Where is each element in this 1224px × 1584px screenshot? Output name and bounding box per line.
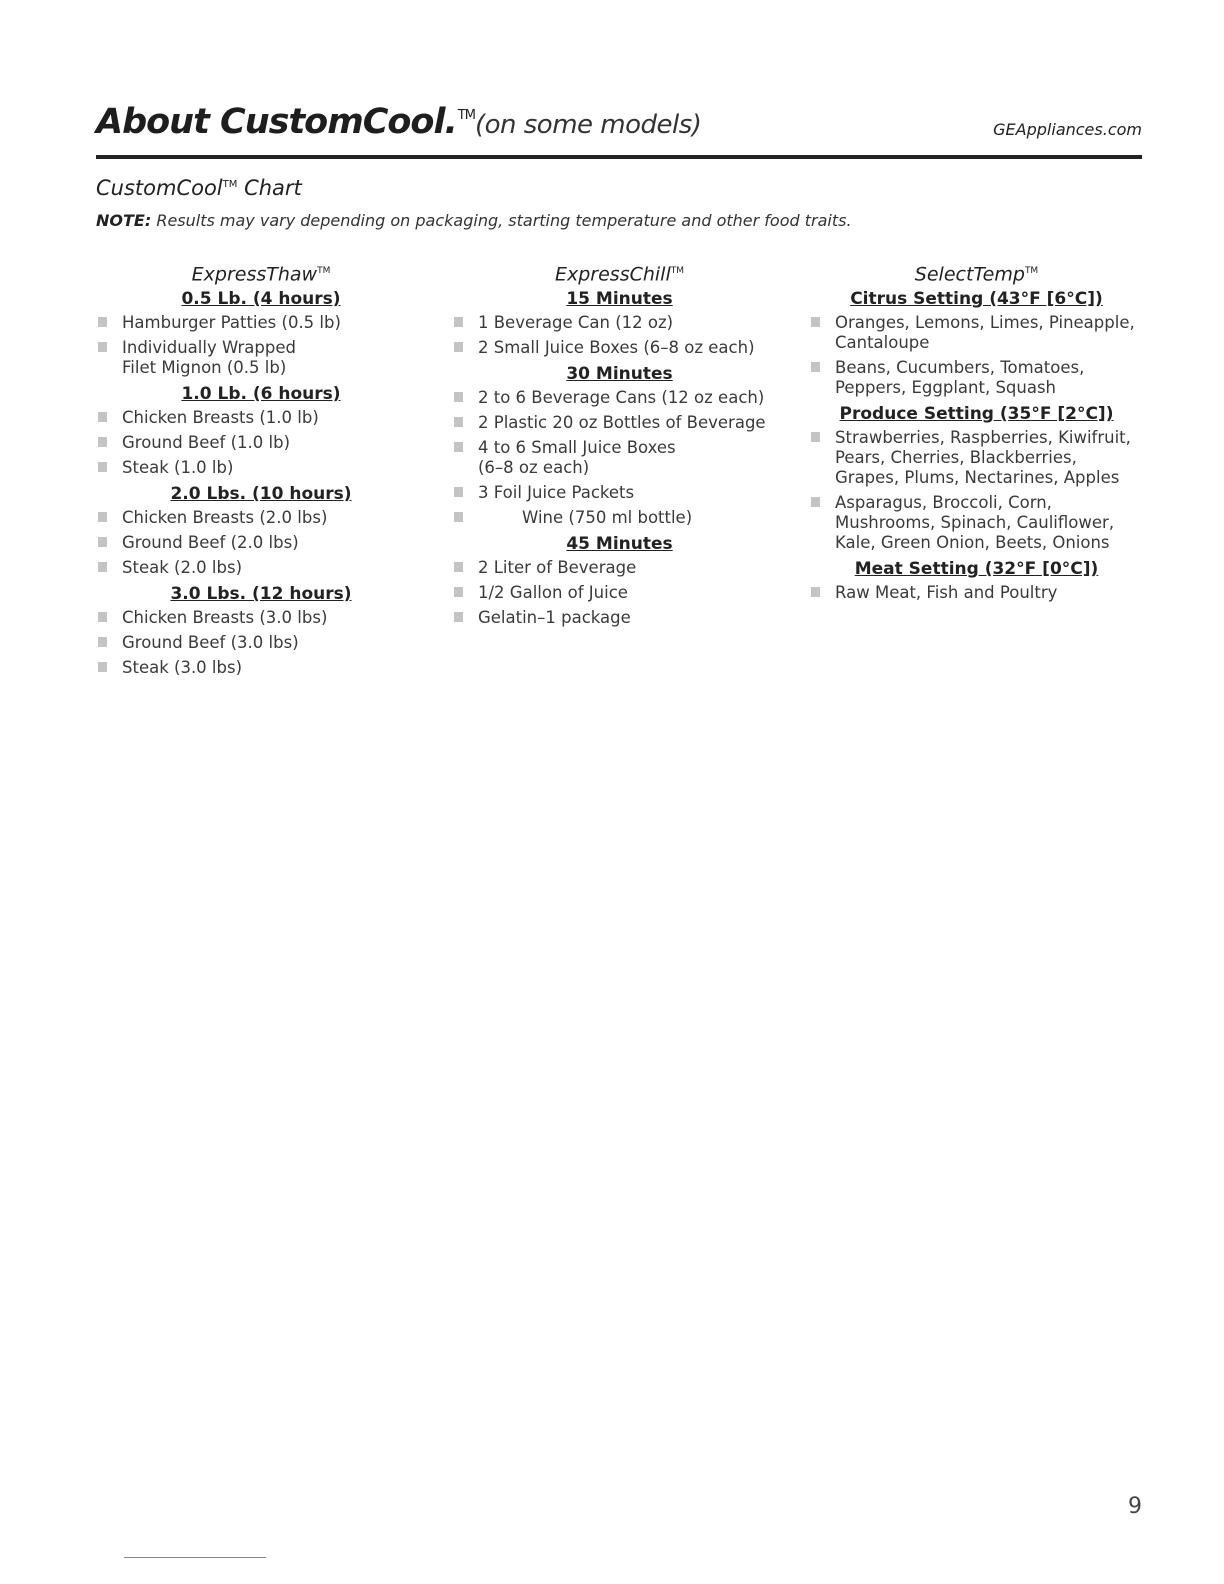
- chart-title-suffix: Chart: [237, 176, 302, 200]
- list-item-text: Chicken Breasts (3.0 lbs): [122, 608, 328, 627]
- group-heading: 15 Minutes: [566, 289, 673, 309]
- website-label: GEAppliances.com: [993, 120, 1142, 139]
- column-title-text: ExpressChill: [554, 263, 671, 286]
- list-item: [96, 533, 426, 553]
- column-selecttemp: [809, 258, 1144, 608]
- list-item-text: 2 Plastic 20 oz Bottles of Beverage: [478, 413, 766, 432]
- list-item-text: Ground Beef (3.0 lbs): [122, 633, 299, 652]
- bullet-icon: [98, 317, 107, 327]
- item-list: [809, 428, 1144, 553]
- list-item: [809, 358, 1100, 398]
- page-header: [96, 100, 1142, 158]
- list-item-text: 2 to 6 Beverage Cans (12 oz each): [478, 388, 765, 407]
- list-item: [452, 508, 787, 528]
- group-heading: Produce Setting (35°F [2°C]): [839, 404, 1114, 424]
- list-item: [809, 428, 1144, 488]
- list-item-text: Steak (1.0 lb): [122, 458, 234, 477]
- group-heading: Citrus Setting (43°F [6°C]): [850, 289, 1103, 309]
- list-item-text: 2 Small Juice Boxes (6–8 oz each): [478, 338, 755, 357]
- bullet-icon: [98, 612, 107, 622]
- bullet-icon: [98, 662, 107, 672]
- list-item-text: Gelatin–1 package: [478, 608, 631, 627]
- list-item: [452, 583, 787, 603]
- list-item-text: 4 to 6 Small Juice Boxes (6–8 oz each): [478, 438, 676, 477]
- bullet-icon: [98, 342, 107, 352]
- list-item-text: Wine (750 ml bottle): [522, 508, 693, 527]
- item-list: [96, 313, 426, 378]
- bullet-icon: [454, 562, 463, 572]
- trademark-mark: TM: [457, 108, 475, 123]
- list-item: [452, 438, 678, 478]
- group-heading: 2.0 Lbs. (10 hours): [170, 484, 352, 504]
- list-item: [96, 433, 426, 453]
- list-item: [452, 313, 787, 333]
- list-item-text: Ground Beef (1.0 lb): [122, 433, 291, 452]
- column-expressthaw: [96, 258, 426, 683]
- bullet-icon: [98, 512, 107, 522]
- list-item-text: Beans, Cucumbers, Tomatoes, Peppers, Eggplant, Squash: [835, 358, 1085, 397]
- item-list: [96, 408, 426, 478]
- column-title: [452, 258, 787, 284]
- group-heading: 1.0 Lb. (6 hours): [181, 384, 341, 404]
- list-item: [96, 508, 426, 528]
- list-item-text: Chicken Breasts (2.0 lbs): [122, 508, 328, 527]
- item-list: [452, 313, 787, 358]
- bullet-icon: [454, 392, 463, 402]
- bullet-icon: [454, 512, 463, 522]
- list-item: [452, 483, 787, 503]
- page-title-text: About CustomCool.: [96, 102, 457, 142]
- chart-title-text: CustomCool: [96, 176, 223, 200]
- item-list: [96, 508, 426, 578]
- list-item-text: Raw Meat, Fish and Poultry: [835, 583, 1058, 602]
- bullet-icon: [98, 462, 107, 472]
- item-list: [452, 388, 787, 528]
- header-rule: [96, 155, 1142, 159]
- chart-title-trademark: TM: [222, 179, 238, 190]
- group-heading: 0.5 Lb. (4 hours): [181, 289, 341, 309]
- item-list: [809, 313, 1144, 398]
- list-item-text: Asparagus, Broccoli, Corn, Mushrooms, Spinach, Cauliflower, Kale, Green Onion, Beets, Onions: [835, 493, 1115, 552]
- note: [96, 211, 852, 230]
- bullet-icon: [454, 612, 463, 622]
- list-item: [809, 583, 1144, 603]
- item-list: [452, 558, 787, 628]
- list-item: [96, 458, 426, 478]
- list-item: [96, 658, 426, 678]
- list-item: [809, 313, 1144, 353]
- list-item-text: 1/2 Gallon of Juice: [478, 583, 628, 602]
- list-item-text: Strawberries, Raspberries, Kiwifruit, Pears, Cherries, Blackberries, Grapes, Plums, Nectarines, Apples: [835, 428, 1131, 487]
- bullet-icon: [98, 637, 107, 647]
- list-item: [96, 338, 302, 378]
- bullet-icon: [811, 497, 820, 507]
- bullet-icon: [98, 537, 107, 547]
- list-item: [809, 493, 1144, 553]
- group-heading: Meat Setting (32°F [0°C]): [854, 559, 1099, 579]
- bullet-icon: [454, 342, 463, 352]
- bullet-icon: [454, 417, 463, 427]
- list-item: [452, 608, 787, 628]
- note-label: NOTE:: [96, 211, 152, 230]
- bullet-icon: [811, 362, 820, 372]
- list-item-text: Ground Beef (2.0 lbs): [122, 533, 299, 552]
- list-item-text: Individually Wrapped Filet Mignon (0.5 lb): [122, 338, 296, 377]
- footer-rule: [124, 1557, 266, 1558]
- list-item-text: 1 Beverage Can (12 oz): [478, 313, 674, 332]
- bullet-icon: [811, 317, 820, 327]
- bullet-icon: [98, 562, 107, 572]
- page-number: 9: [1128, 1494, 1142, 1519]
- list-item: [96, 313, 426, 333]
- group-heading: 45 Minutes: [566, 534, 673, 554]
- list-item-text: Steak (2.0 lbs): [122, 558, 243, 577]
- group-heading: 3.0 Lbs. (12 hours): [170, 584, 352, 604]
- column-title-text: ExpressThaw: [191, 263, 318, 286]
- column-title-trademark: TM: [317, 266, 331, 276]
- list-item: [452, 338, 787, 358]
- bullet-icon: [454, 587, 463, 597]
- list-item: [96, 408, 426, 428]
- item-list: [96, 608, 426, 678]
- column-expresschill: [452, 258, 787, 633]
- column-title-trademark: TM: [670, 266, 685, 276]
- page-subtitle: (on some models): [474, 110, 702, 140]
- list-item: [96, 608, 426, 628]
- item-list: [809, 583, 1144, 603]
- list-item: [452, 413, 787, 433]
- list-item: [452, 558, 787, 578]
- bullet-icon: [811, 432, 820, 442]
- bullet-icon: [454, 442, 463, 452]
- column-title-trademark: TM: [1024, 266, 1039, 276]
- bullet-icon: [454, 487, 463, 497]
- bullet-icon: [811, 587, 820, 597]
- list-item-text: 2 Liter of Beverage: [478, 558, 637, 577]
- column-title-text: SelectTemp: [914, 263, 1025, 286]
- group-heading: 30 Minutes: [566, 364, 673, 384]
- bullet-icon: [98, 412, 107, 422]
- list-item-text: Oranges, Lemons, Limes, Pineapple, Cantaloupe: [835, 313, 1135, 352]
- list-item-text: Hamburger Patties (0.5 lb): [122, 313, 341, 332]
- list-item-text: Chicken Breasts (1.0 lb): [122, 408, 319, 427]
- bullet-icon: [98, 437, 107, 447]
- column-title: [96, 258, 426, 284]
- note-text: Results may vary depending on packaging, starting temperature and other food traits.: [151, 211, 852, 230]
- list-item: [96, 558, 426, 578]
- list-item: [452, 388, 787, 408]
- column-title: [809, 258, 1144, 284]
- list-item-text: 3 Foil Juice Packets: [478, 483, 635, 502]
- list-item: [96, 633, 426, 653]
- page-title: [96, 102, 701, 142]
- bullet-icon: [454, 317, 463, 327]
- chart-title: [96, 176, 302, 200]
- list-item-text: Steak (3.0 lbs): [122, 658, 243, 677]
